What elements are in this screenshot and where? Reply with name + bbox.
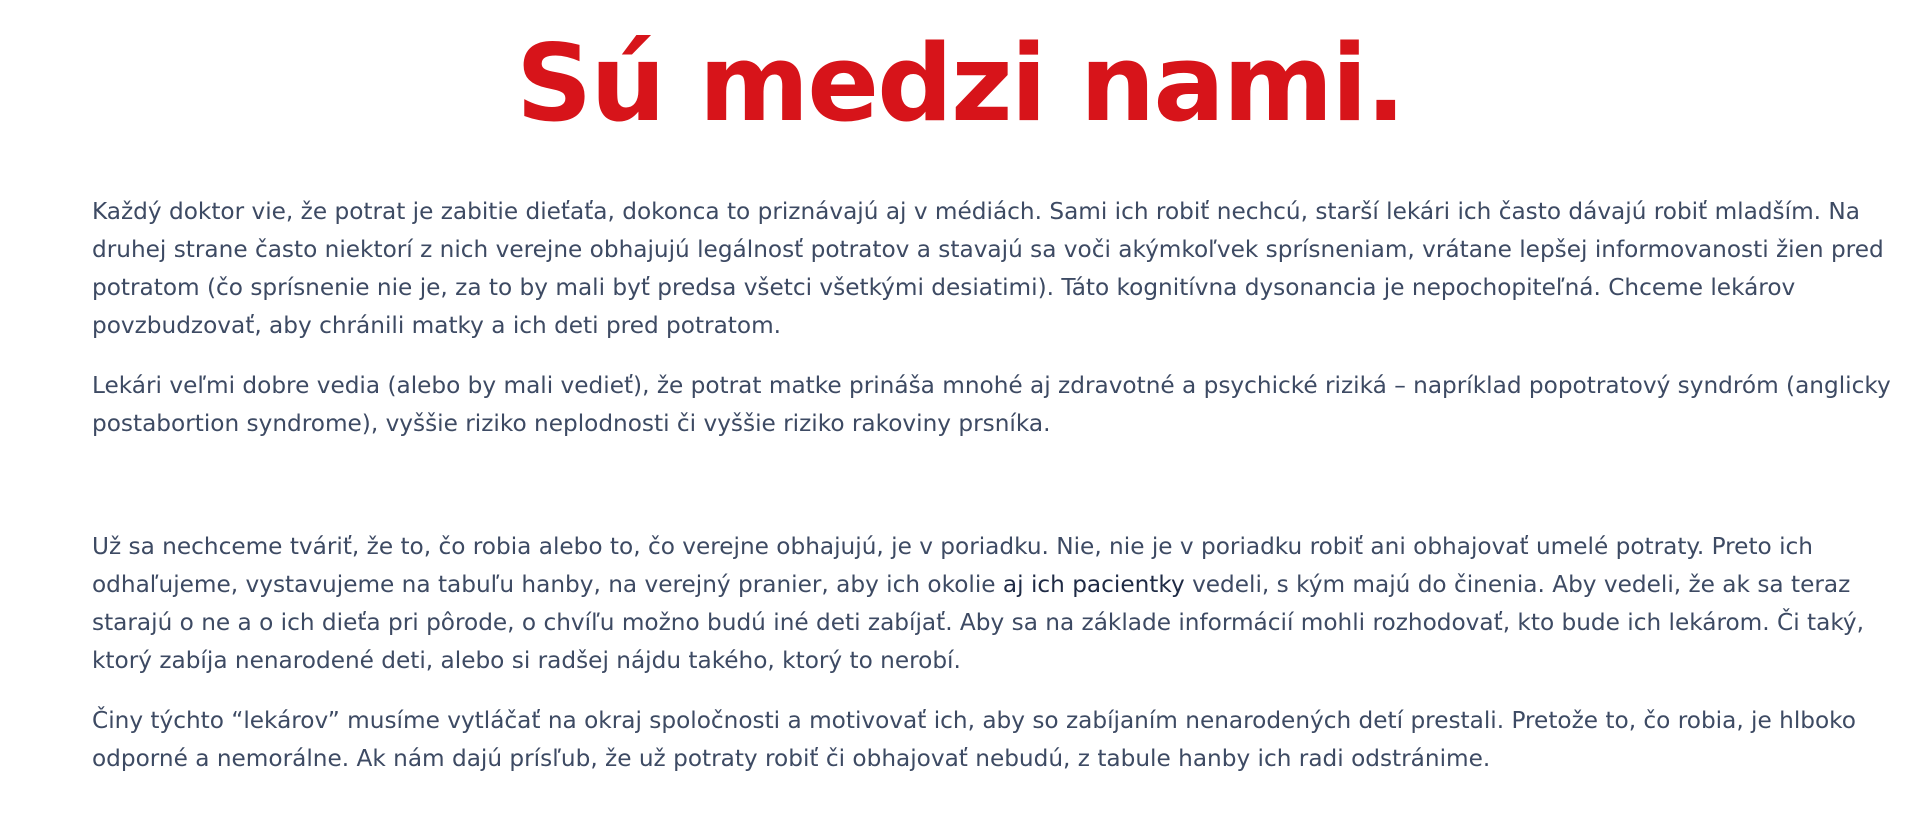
paragraph-3 — [92, 528, 1902, 680]
patients-emphasis-link[interactable]: aj ich pacientky — [1002, 571, 1185, 598]
paragraph-3-text-after: vedeli, s kým majú do činenia. Aby vedeli, že ak sa teraz starajú o ne a o ich dieťa pri pôrode, o chvíľu možno budú iné deti zabíjať. Aby sa na základe informácií mohli rozhodovať, kto bude ich lekárom. Či taký, ktorý zabíja nenarodené deti, alebo si radšej nájdu takého, ktorý to nerobí. — [92, 571, 1865, 674]
paragraph-2: Lekári veľmi dobre vedia (alebo by mali vedieť), že potrat matke prináša mnohé aj zdravotné a psychické riziká – napríklad popotratový syndróm (anglicky postabortion syndrome), vyššie riziko neplodnosti či vyššie riziko rakoviny prsníka. — [92, 372, 1891, 437]
article-intro — [92, 193, 1902, 443]
page-title: Sú medzi nami. — [516, 22, 1404, 145]
paragraph-4: Činy týchto “lekárov” musíme vytláčať na okraj spoločnosti a motivovať ich, aby so zabíjaním nenarodených detí prestali. Pretože to, čo robia, je hlboko odporné a nemorálne. Ak nám dajú prísľub, že už potraty robiť či obhajovať nebudú, z tabule hanby ich radi odstránime. — [92, 707, 1856, 772]
paragraph-1: Každý doktor vie, že potrat je zabitie dieťaťa, dokonca to priznávajú aj v médiách. Sami ich robiť nechcú, starší lekári ich často dávajú robiť mladším. Na druhej strane často niektorí z nich verejne obhajujú legálnosť potratov a stavajú sa voči akýmkoľvek sprísneniam, vrátane lepšej informovanosti žien pred potratom (čo sprísnenie nie je, za to by mali byť predsa všetci všetkými desiatimi). Táto kognitívna dysonancia je nepochopiteľná. Chceme lekárov povzbudzovať, aby chránili matky a ich deti pred potratom. — [92, 198, 1884, 339]
article-body — [92, 528, 1902, 778]
paragraph-3-text-before: Už sa nechceme tváriť, že to, čo robia alebo to, čo verejne obhajujú, je v poriadku. Nie, nie je v poriadku robiť ani obhajovať umelé potraty. Preto ich odhaľujeme, vystavujeme na tabuľu hanby, na verejný pranier, aby ich okolie — [92, 533, 1813, 598]
